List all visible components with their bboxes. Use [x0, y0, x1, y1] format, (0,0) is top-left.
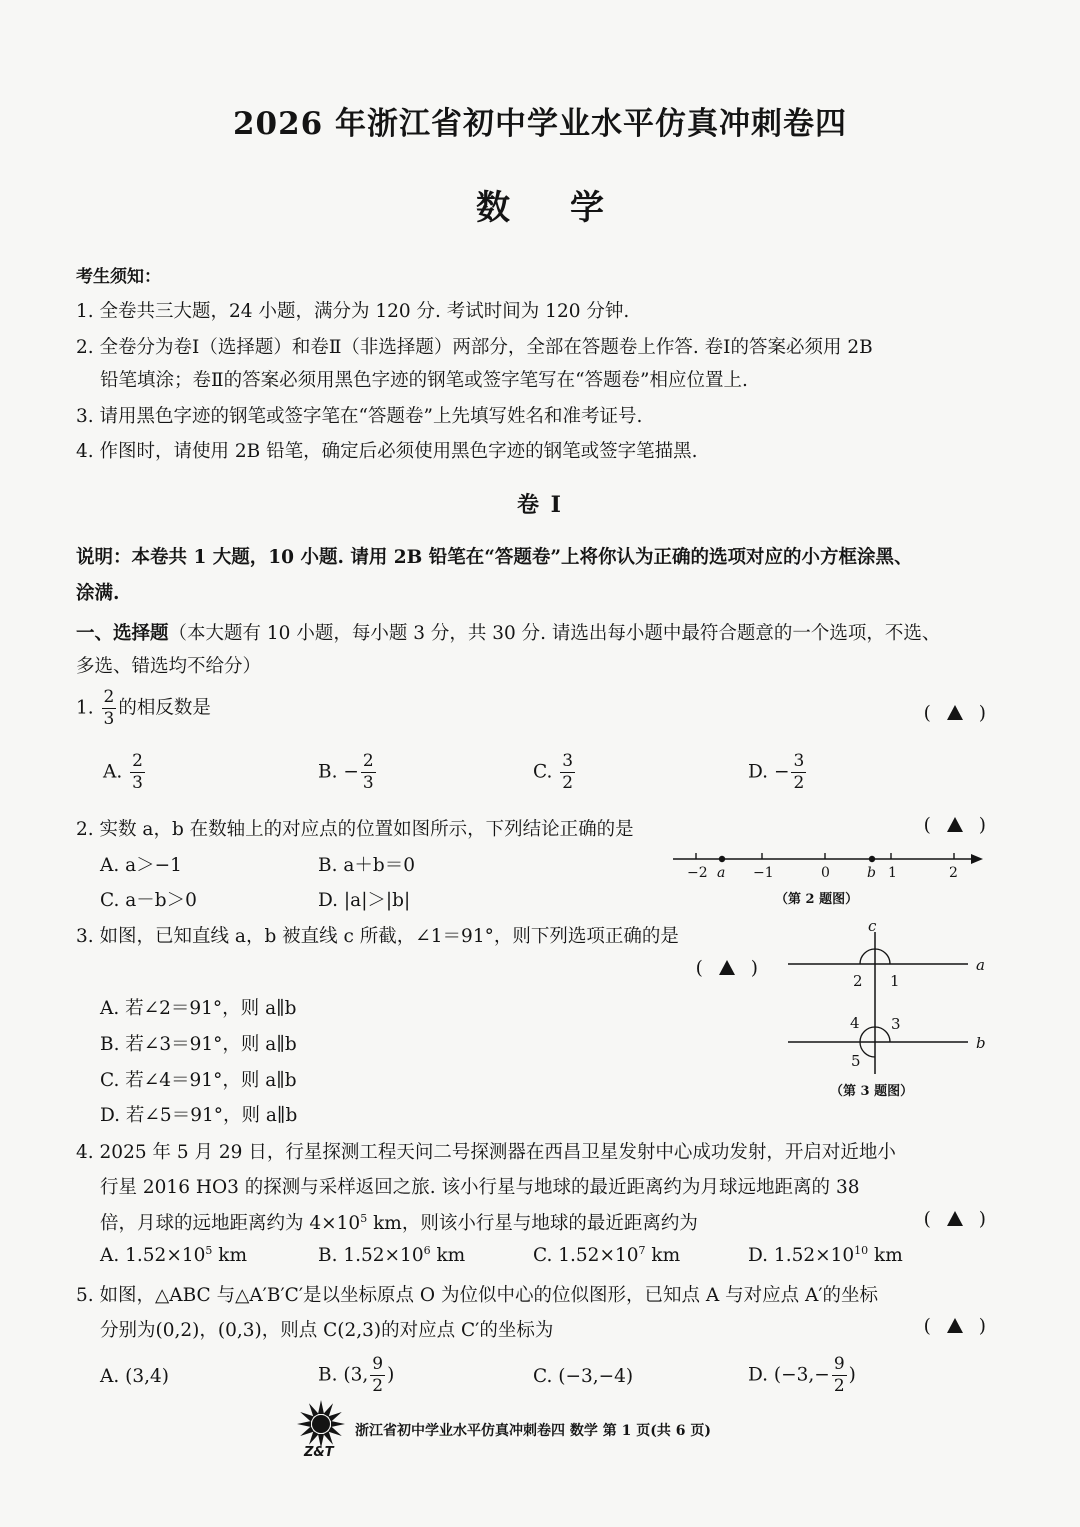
question-4-line-3: 倍，月球的远地距离约为 $4\times 10^5$ km，则该小行星与地球的最近距离约为 [100, 1211, 698, 1234]
tick-label: 0 [821, 865, 830, 881]
point-b [869, 856, 875, 862]
volume-title: 卷 Ⅰ [517, 492, 563, 518]
q3-answer-blank[interactable]: ( ) [695, 958, 758, 979]
q1-number: 1. [76, 697, 94, 719]
q1-answer-blank[interactable]: ( ) [923, 703, 986, 724]
arrow-right-icon [971, 854, 983, 864]
notice-item-2-cont: 铅笔填涂；卷Ⅱ的答案必须用黑色字迹的钢笔或签字笔写在“答题卷”相应位置上. [100, 370, 748, 391]
q1-text: 的相反数是 [118, 697, 211, 719]
angle-label: 4 [850, 1014, 860, 1032]
q5-option-b[interactable]: B. (3, $\frac{9}{2}$ ) [318, 1354, 395, 1396]
triangle-icon [719, 960, 735, 975]
notice-heading: 考生须知： [76, 267, 161, 287]
tick-label: 2 [949, 865, 958, 881]
svg-text:Z&T: Z&T [304, 1445, 334, 1460]
instructions-line-1: 说明：本卷共 1 大题，10 小题. 请用 2B 铅笔在“答题卷”上将你认为正确的选项对应的小方框涂黑、 [76, 547, 913, 568]
angle-label: 5 [851, 1052, 861, 1070]
angle-label: 2 [853, 972, 863, 990]
notice-item-1: 1. 全卷共三大题，24 小题，满分为 120 分. 考试时间为 120 分钟. [76, 301, 630, 322]
angle-label: 1 [890, 972, 900, 990]
tick-label: b [867, 865, 876, 881]
q2-option-a[interactable]: A. a＞−1 [100, 855, 182, 876]
q1-option-a[interactable]: A. $\frac{2}{3}$ [103, 751, 143, 793]
q1-frac-den: 3 [103, 709, 115, 729]
q2-option-b[interactable]: B. a＋b＝0 [318, 855, 415, 876]
q1-fraction [102, 689, 117, 728]
section-desc-2: 多选、错选均不给分） [76, 656, 262, 677]
q5-option-a[interactable]: A. (3,4) [100, 1366, 169, 1387]
tick-label: −2 [687, 865, 708, 881]
q5-answer-blank[interactable]: ( ) [923, 1316, 986, 1337]
exam-title: 2026 年浙江省初中学业水平仿真冲刺卷四 [232, 106, 848, 142]
notice-item-4: 4. 作图时，请使用 2B 铅笔，确定后必须使用黑色字迹的钢笔或签字笔描黑. [76, 441, 698, 462]
question-5-line-2: 分别为(0,2)，(0,3)，则点 C(2,3)的对应点 C′的坐标为 [100, 1320, 554, 1341]
q3-option-c[interactable]: C. 若∠4＝91°，则 a∥b [100, 1070, 297, 1091]
label-b: b [976, 1034, 986, 1052]
instructions-line-2: 涂满. [76, 583, 120, 604]
q2-option-c[interactable]: C. a－b＞0 [100, 890, 197, 911]
triangle-icon [947, 705, 963, 720]
label-c: c [868, 918, 877, 935]
q3-option-b[interactable]: B. 若∠3＝91°，则 a∥b [100, 1034, 297, 1055]
triangle-icon [947, 1318, 963, 1333]
q3-option-a[interactable]: A. 若∠2＝91°，则 a∥b [100, 998, 297, 1019]
tick-label: −1 [753, 865, 774, 881]
triangle-icon [947, 1211, 963, 1226]
question-5-line-1: 5. 如图，△ABC 与△A′B′C′是以坐标原点 O 为位似中心的位似图形，已知点 A 与对应点 A′的坐标 [76, 1285, 879, 1306]
section-heading-line-1 [76, 619, 940, 645]
q4-answer-blank[interactable]: ( ) [923, 1209, 986, 1230]
angle-arc [860, 1042, 875, 1057]
q1-option-b[interactable]: B. − $\frac{2}{3}$ [318, 751, 374, 793]
question-4-line-1: 4. 2025 年 5 月 29 日，行星探测工程天问二号探测器在西昌卫星发射中心成功发射，开启对近地小 [76, 1142, 896, 1163]
q5-option-c[interactable]: C. (−3,−4) [533, 1366, 634, 1387]
q5-option-d[interactable]: D. (−3,− $\frac{9}{2}$ ) [748, 1354, 856, 1396]
q2-answer-blank[interactable]: ( ) [923, 815, 986, 836]
q4-option-c[interactable]: C. $1.52\times 10^7$ km [533, 1244, 681, 1267]
section-desc-1: （本大题有 10 小题，每小题 3 分，共 30 分. 请选出每小题中最符合题意的一个选项，不选、 [168, 623, 941, 644]
q2-number-line-figure [665, 845, 995, 915]
q1-option-d[interactable]: D. − $\frac{3}{2}$ [748, 751, 805, 793]
tick-label: a [717, 865, 726, 881]
question-1 [76, 689, 211, 728]
section-heading: 一、选择题 [76, 623, 169, 644]
notice-item-3: 3. 请用黑色字迹的钢笔或签字笔在“答题卷”上先填写姓名和准考证号. [76, 406, 643, 427]
question-4-line-2: 行星 2016 HO3 的探测与采样返回之旅. 该小行星与地球的最近距离约为月球远地距离的 38 [100, 1177, 860, 1198]
page-footer: 浙江省初中学业水平仿真冲刺卷四 数学 第 1 页(共 6 页) [355, 1423, 711, 1439]
q1-option-c[interactable]: C. $\frac{3}{2}$ [533, 751, 574, 793]
q4-option-b[interactable]: B. $1.52\times 10^6$ km [318, 1244, 466, 1267]
question-2: 2. 实数 a，b 在数轴上的对应点的位置如图所示，下列结论正确的是 [76, 819, 634, 840]
q4-option-a[interactable]: A. $1.52\times 10^5$ km [100, 1244, 247, 1267]
notice-item-2: 2. 全卷分为卷Ⅰ（选择题）和卷Ⅱ（非选择题）两部分，全部在答题卷上作答. 卷Ⅰ的答案必须用 2B [76, 337, 873, 358]
q4-option-d[interactable]: D. $1.52\times 10^{10}$ km [748, 1244, 903, 1267]
q3-option-d[interactable]: D. 若∠5＝91°，则 a∥b [100, 1105, 298, 1126]
point-a [719, 856, 725, 862]
subject-title: 数学 [476, 188, 664, 228]
figure-caption: （第 3 题图） [830, 1084, 914, 1099]
triangle-icon [947, 817, 963, 832]
q2-option-d[interactable]: D. |a|＞|b| [318, 890, 411, 911]
publisher-logo-icon [290, 1398, 352, 1460]
tick-label: 1 [888, 865, 897, 881]
q3-parallel-lines-figure [780, 918, 1000, 1104]
angle-label: 3 [891, 1015, 901, 1033]
figure-caption: （第 2 题图） [775, 892, 859, 907]
q1-frac-num: 2 [103, 687, 115, 707]
label-a: a [976, 956, 985, 974]
question-3: 3. 如图，已知直线 a，b 被直线 c 所截，∠1＝91°，则下列选项正确的是 [76, 926, 679, 947]
